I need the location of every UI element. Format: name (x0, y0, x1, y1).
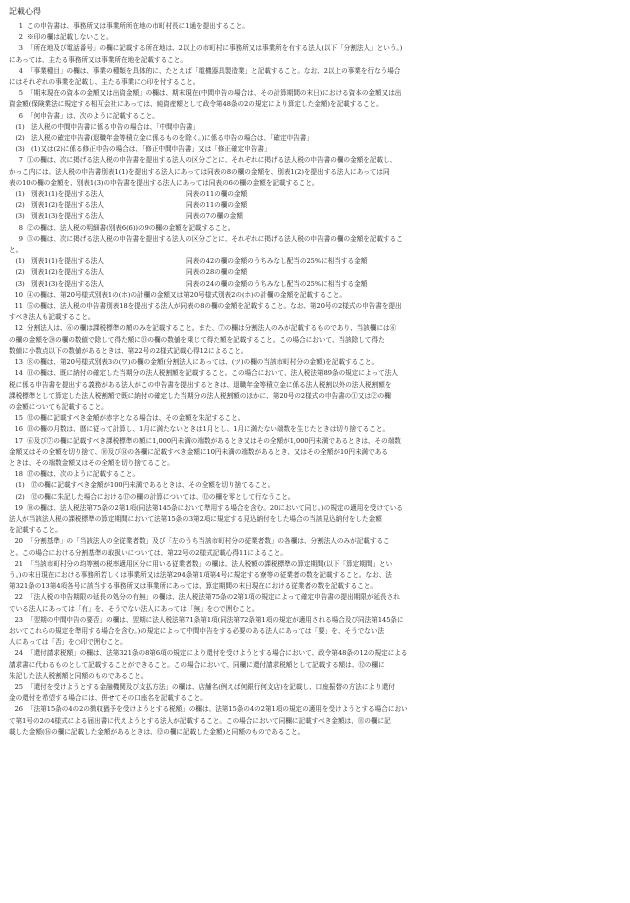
instruction-text-line: 人にあっては「否」を○印で囲むこと。 (9, 638, 127, 647)
instruction-number: 5 (18, 89, 23, 98)
instruction-sub-item (9, 133, 622, 144)
instruction-number: 23 (14, 615, 23, 624)
instruction-first-line (9, 469, 622, 480)
sub-item-label: (1) (15, 257, 25, 266)
instruction-text-line: ときは、その端数金額又はその全額を切り捨てること。 (9, 458, 174, 467)
instruction-text-line: 「法第15条の4の2の徴収猶予を受けようとする税額」の欄は、法第15条の4の2第1項の規定の適用を受けようとする場合におい (27, 705, 408, 714)
sub-item-label: (2) (15, 134, 25, 143)
instruction-item (9, 66, 622, 88)
instruction-number: 24 (14, 649, 23, 658)
sub-item-text: 別表1(2)を提出する法人 (31, 268, 104, 277)
instruction-first-line (9, 357, 622, 368)
instruction-text-line: と。この場合における分割基準の取扱いについては、第22号の2様式記載心得11によること。 (9, 548, 287, 557)
instruction-text-line: て第1号の2の4様式による届出書に代えようとする法人が記載すること。この場合において同欄に記載すべき金額は、⑪の欄に記 (9, 716, 391, 725)
instruction-text-line: おいてこれらの規定を準用する場合を含む。)の規定によって中間申告をする必要のある法人にあっては「要」を、そうでない法 (9, 626, 385, 635)
sub-item-value: 同表の24の欄の金額のうちみなし配当の25%に相当する金額 (186, 279, 368, 288)
instruction-text-line: 「事業種目」の欄は、事業の種類を具体的に、たとえば「電機器具製造業」と記載すること。なお、2以上の事業を行なう場合 (27, 66, 401, 75)
instruction-item (9, 111, 622, 156)
instruction-first-line (9, 323, 622, 334)
instruction-number: 6 (18, 111, 23, 120)
instruction-item (9, 234, 622, 290)
instruction-number: 21 (14, 559, 23, 568)
instruction-first-line (9, 424, 622, 435)
instruction-item (9, 88, 622, 110)
sub-item-value: 同表の28の欄の金額 (186, 268, 248, 277)
instruction-text-line: ⑰の欄は、次のように記載すること。 (27, 470, 140, 479)
instruction-number: 14 (14, 369, 23, 378)
instruction-sub-item (9, 267, 622, 278)
instruction-sub-item (9, 200, 622, 211)
instruction-item (9, 301, 622, 323)
instruction-first-line (9, 111, 622, 122)
instruction-text-line: 表の10の欄の金額を、別表1(3)の申告書を提出する法人にあっては同表の6の欄の金額を記載すること。 (9, 178, 319, 187)
instruction-number: 7 (18, 156, 23, 165)
instruction-item (9, 682, 622, 704)
sub-item-text: 別表1(3)を提出する法人 (31, 279, 104, 288)
instruction-first-line (9, 704, 622, 715)
instruction-sub-item (9, 279, 622, 290)
instruction-first-line (9, 648, 622, 659)
instruction-text-line: と。 (9, 246, 23, 255)
instruction-text-line: ⑬の欄の月数は、暦に従って計算し、1月に満たないときは1月とし、1月に満たない端数を生じたときは切り捨てること。 (27, 425, 390, 434)
instruction-text-line: 「分割基準」の「当該法人の全従業者数」及び「左のうち当該市町村分の従業者数」の各欄は、分割法人のみが記載するこ (27, 537, 390, 546)
sub-item-value: 同表の11の欄の金額 (186, 190, 248, 199)
instruction-number: 26 (14, 705, 23, 714)
sub-item-text: 法人税の中間申告書に係る申告の場合は、「中間申告書」 (31, 122, 200, 131)
instruction-item (9, 323, 622, 357)
instruction-first-line (9, 536, 622, 547)
instruction-first-line (9, 88, 622, 99)
instruction-first-line (9, 592, 622, 603)
instruction-text-line: う。)の末日現在における事務所若しくは事業所又は法第294条第1項第4号に規定する寮等の従業者の数を記載すること。なお、法 (9, 570, 392, 579)
instruction-text-line: ③の欄は、次に掲げる法人税の申告書を提出する法人の区分ごとに、それぞれに掲げる法人税の申告書の欄の金額を記載するこ (27, 234, 403, 243)
instruction-first-line (9, 32, 622, 43)
instruction-item (9, 223, 622, 234)
instructions-list (9, 21, 622, 738)
instruction-sub-item (9, 144, 622, 155)
instruction-first-line (9, 368, 622, 379)
instruction-text-line: 金額又はその全額を切り捨て、⑩及び⑭の各欄に記載すべき金額に10円未満の端数があるとき、又はその全額が10円未満である (9, 447, 388, 456)
instruction-number: 18 (14, 470, 23, 479)
instruction-number: 13 (14, 358, 23, 367)
instruction-text-line: を記載すること。 (9, 526, 62, 535)
instruction-text-line: すべき法人も記載すること。 (9, 313, 95, 322)
instruction-text-line: ①の欄は、次に掲げる法人税の申告書を提出する法人の区分ごとに、それぞれに掲げる法人税の申告書の欄の金額を記載し、 (27, 156, 397, 165)
instruction-number: 3 (18, 44, 23, 53)
instruction-number: 9 (18, 234, 23, 243)
instruction-text-line: 「法人税の申告期限の延長の処分の有無」の欄は、法人税法第75条の2第1項の規定によって確定申告書の提出期限が延長され (27, 593, 400, 602)
sub-item-label: (2) (15, 492, 25, 501)
sub-item-text: (1)又は(2)に係る修正申告の場合は、「修正中間申告書」又は「修正確定申告書」 (31, 145, 271, 154)
sub-item-label: (3) (15, 145, 25, 154)
instruction-text-line: 朱記した法人税割額と同額のものであること。 (9, 671, 148, 680)
sub-item-text: 別表1(3)を提出する法人 (31, 212, 104, 221)
instruction-sub-item (9, 211, 622, 222)
instruction-first-line (9, 21, 622, 32)
instruction-text-line: ⑤の欄は、法人税の申告書別表18を提出する法人が同表の8の欄の金額を記載すること。なお、第20号の2様式の申告書を提出 (27, 302, 402, 311)
instruction-number: 11 (14, 302, 23, 311)
instruction-first-line (9, 615, 622, 626)
instruction-text-line: の欄の金額を⑳の欄の数値で除して得た額に㉑の欄の数値を乗じて得た額を記載すること。この場合において、当該除して得た (9, 335, 385, 344)
instruction-text-line: にあっては、主たる事務所又は事業所在地を記載すること。 (9, 55, 187, 64)
instruction-text-line: 請求書に代わるものとして記載することができること。この場合において、同欄に還付請求税額として記載する額は、⑫の欄に (9, 660, 385, 669)
instruction-first-line (9, 559, 622, 570)
instruction-number: 22 (14, 593, 23, 602)
sub-item-label: (1) (15, 122, 25, 131)
instruction-text-line: 「還付請求税額」の欄は、法第321条の8第6項の規定により還付を受けようとする場合において、政令第48条の12の規定による (27, 649, 408, 658)
instruction-item (9, 43, 622, 65)
instruction-item (9, 592, 622, 614)
instruction-text-line: 数値に小数点以下の数値があるときは、第22号の2様式記載心得12によること。 (9, 346, 248, 355)
instruction-first-line (9, 66, 622, 77)
instruction-item (9, 503, 622, 537)
instruction-item (9, 436, 622, 470)
instruction-item (9, 32, 622, 43)
instruction-sub-item (9, 122, 622, 133)
instruction-text-line: 課税標準として算定した法人税割額で既に納付の確定した当期分の法人税割額のほかに、第20号の2様式の申告書の①又は②の欄 (9, 391, 391, 400)
sub-item-text: 別表1(1)を提出する法人 (31, 190, 104, 199)
instruction-number: 4 (18, 66, 23, 75)
instruction-text-line: ている法人にあっては「有」を、そうでない法人にあっては「無」を○で囲むこと。 (9, 604, 259, 613)
instruction-text-line: にはそれぞれの事業を記載し、主たる事業に○印を付すること。 (9, 78, 200, 87)
sub-item-label: (1) (15, 190, 25, 199)
instruction-item (9, 536, 622, 558)
instruction-text-line: 第321条の13第4項各号に該当する事務所又は事業所にあっては、算定期間の末日現在における従業者の数を記載すること。 (9, 582, 377, 591)
sub-item-value: 同表の42の欄の金額のうちみなし配当の25%に相当する金額 (186, 257, 368, 266)
instruction-text-line: 金の還付を希望する場合には、併せてその口座名を記載すること。 (9, 694, 207, 703)
instruction-number: 16 (14, 425, 23, 434)
sub-item-text: 法人税の確定申告書(退職年金等積立金に係るものを除く。)に係る申告の場合は、「確定申告書」 (31, 134, 313, 143)
instruction-item (9, 368, 622, 413)
instruction-text-line: ⑧の欄は、第20号様式別表3の(ワ)の欄の金額(分割法人にあっては、(ツ)の欄の当該市町村分の金額)を記載すること。 (27, 358, 379, 367)
instruction-number: 17 (14, 436, 23, 445)
instruction-first-line (9, 234, 622, 245)
instruction-text-line: 「翌期の中間申告の要否」の欄は、翌期に法人税法第71条第1項(同法第72条第1項の規定が適用される場合及び同法第145条に (27, 615, 404, 624)
instruction-sub-item (9, 256, 622, 267)
instruction-item (9, 357, 622, 368)
instruction-text-line: この申告書は、事務所又は事業所所在地の市町村長に1通を提出すること。 (27, 22, 249, 30)
instruction-item (9, 648, 622, 682)
instruction-text-line: 載した金額(⑯の欄に記載した金額があるときは、⑫の欄に記載した金額)と同額のものであること。 (9, 727, 305, 736)
instruction-text-line: 資金額(保険業法に規定する相互会社にあっては、純資産額として政令第48条の2の規定により算定した金額)を記載すること。 (9, 100, 383, 109)
instruction-text-line: ②の欄は、法人税の明細書(別表6(6))の9の欄の金額を記載すること。 (27, 223, 235, 232)
document-title: 記載心得 (9, 7, 41, 16)
instruction-text-line: ※印の欄は記載しないこと。 (27, 33, 113, 42)
sub-item-value: 同表の7の欄の金額 (186, 212, 243, 221)
instruction-item (9, 424, 622, 435)
instruction-text-line: 「何申告書」は、次のように記載すること。 (27, 111, 159, 120)
instruction-item (9, 155, 622, 222)
sub-item-label: (3) (15, 212, 25, 221)
instruction-number: 12 (14, 324, 23, 333)
instruction-first-line (9, 301, 622, 312)
instruction-text-line: ⑪の欄は、既に納付の確定した当期分の法人税割額を記載すること。この場合において、法人税法第89条の規定によって法人 (27, 369, 398, 378)
instruction-first-line (9, 682, 622, 693)
sub-item-label: (2) (15, 201, 25, 210)
instruction-sub-item (9, 480, 622, 491)
instruction-text-line: 法人が当該法人税の課税標準の算定期間において法第15条の3第2項に規定する見込納付をした場合の当該見込納付をした金額 (9, 514, 382, 523)
instruction-number: 20 (14, 537, 23, 546)
sub-item-text: 別表1(1)を提出する法人 (31, 257, 104, 266)
instruction-item (9, 615, 622, 649)
instruction-number: 19 (14, 503, 23, 512)
instruction-first-line (9, 503, 622, 514)
sub-item-text: 別表1(2)を提出する法人 (31, 201, 104, 210)
instruction-first-line (9, 223, 622, 234)
instruction-text-line: ⑱の欄は、法人税法第75条の2第1項(同法第145条において準用する場合を含む。20において同じ。)の規定の適用を受けている (27, 503, 403, 512)
instruction-first-line (9, 43, 622, 54)
instruction-text-line: ④の欄は、第20号様式別表1の(ホ)の計欄の金額又は第20号様式別表2の(ホ)の計欄の金額を記載すること。 (27, 290, 346, 299)
instruction-number: 8 (18, 223, 23, 232)
instruction-text-line: 「期末現在の資本の金額又は出資金額」の欄は、期末現在(中間申告の場合は、その計算期間の末日)における資本の金額又は出 (27, 89, 402, 98)
instruction-item (9, 21, 622, 32)
instruction-text-line: の金額についても記載すること。 (9, 402, 108, 411)
sub-item-text: ⑰の欄に記載すべき金額が100円未満であるときは、その全額を切り捨てること。 (31, 481, 275, 490)
instruction-text-line: かっこ内には、法人税の申告書別表1(1)を提出する法人にあっては同表の8の欄の金額を、別表1(2)を提出する法人にあっては同 (9, 167, 390, 176)
instruction-text-line: 税に係る申告書を提出する義務がある法人がこの申告書を提出するときは、退職年金等積立金に係る法人税割以外の法人税割額を (9, 380, 392, 389)
sub-item-label: (1) (15, 481, 25, 490)
sub-item-label: (2) (15, 268, 25, 277)
instruction-number: 2 (18, 33, 23, 42)
instruction-text-line: 「還付を受けようとする金融機関及び支払方法」の欄は、店舗名(例えば何銀行何支店)を記載し、口座振替の方法により還付 (27, 682, 395, 691)
sub-item-value: 同表の11の欄の金額 (186, 201, 248, 210)
sub-item-text: ⑫の欄に朱記した場合における⑰の欄の計算については、⑫の欄を零として行なうこと。 (31, 492, 295, 501)
sub-item-label: (3) (15, 279, 25, 288)
instruction-item (9, 290, 622, 301)
instruction-text-line: ⑥及び⑦の欄に記載すべき課税標準の額に1,000円未満の端数があるとき又はその全額が1,000円未満であるときは、その端数 (27, 436, 401, 445)
instruction-item (9, 704, 622, 738)
instruction-number: 10 (14, 290, 23, 299)
instruction-first-line (9, 413, 622, 424)
instruction-item (9, 413, 622, 424)
instruction-text-line: ⑫の欄に記載すべき金額が赤字となる場合は、その金額を朱記すること。 (27, 414, 245, 423)
instruction-number: 1 (18, 22, 23, 30)
instruction-first-line (9, 290, 622, 301)
instruction-sub-item (9, 492, 622, 503)
instruction-text-line: 分割法人は、⑥の欄は課税標準の額のみを記載すること。また、⑦の欄は分割法人のみが記載するものであり、当該欄には⑥ (27, 324, 397, 333)
instruction-text-line: 「当該市町村分の均等割の税率適用区分に用いる従業者数」の欄は、法人税額の課税標準の算定期間(以下「算定期間」とい (27, 559, 393, 568)
instruction-first-line (9, 436, 622, 447)
instruction-first-line (9, 155, 622, 166)
instruction-item (9, 469, 622, 503)
instruction-number: 25 (14, 682, 23, 691)
instruction-sub-item (9, 189, 622, 200)
instruction-text-line: 「所在地及び電話番号」の欄に記載する所在地は、2以上の市町村に事務所又は事業所を有する法人(以下「分割法人」という。) (27, 44, 403, 53)
instruction-item (9, 559, 622, 593)
instruction-number: 15 (14, 414, 23, 423)
